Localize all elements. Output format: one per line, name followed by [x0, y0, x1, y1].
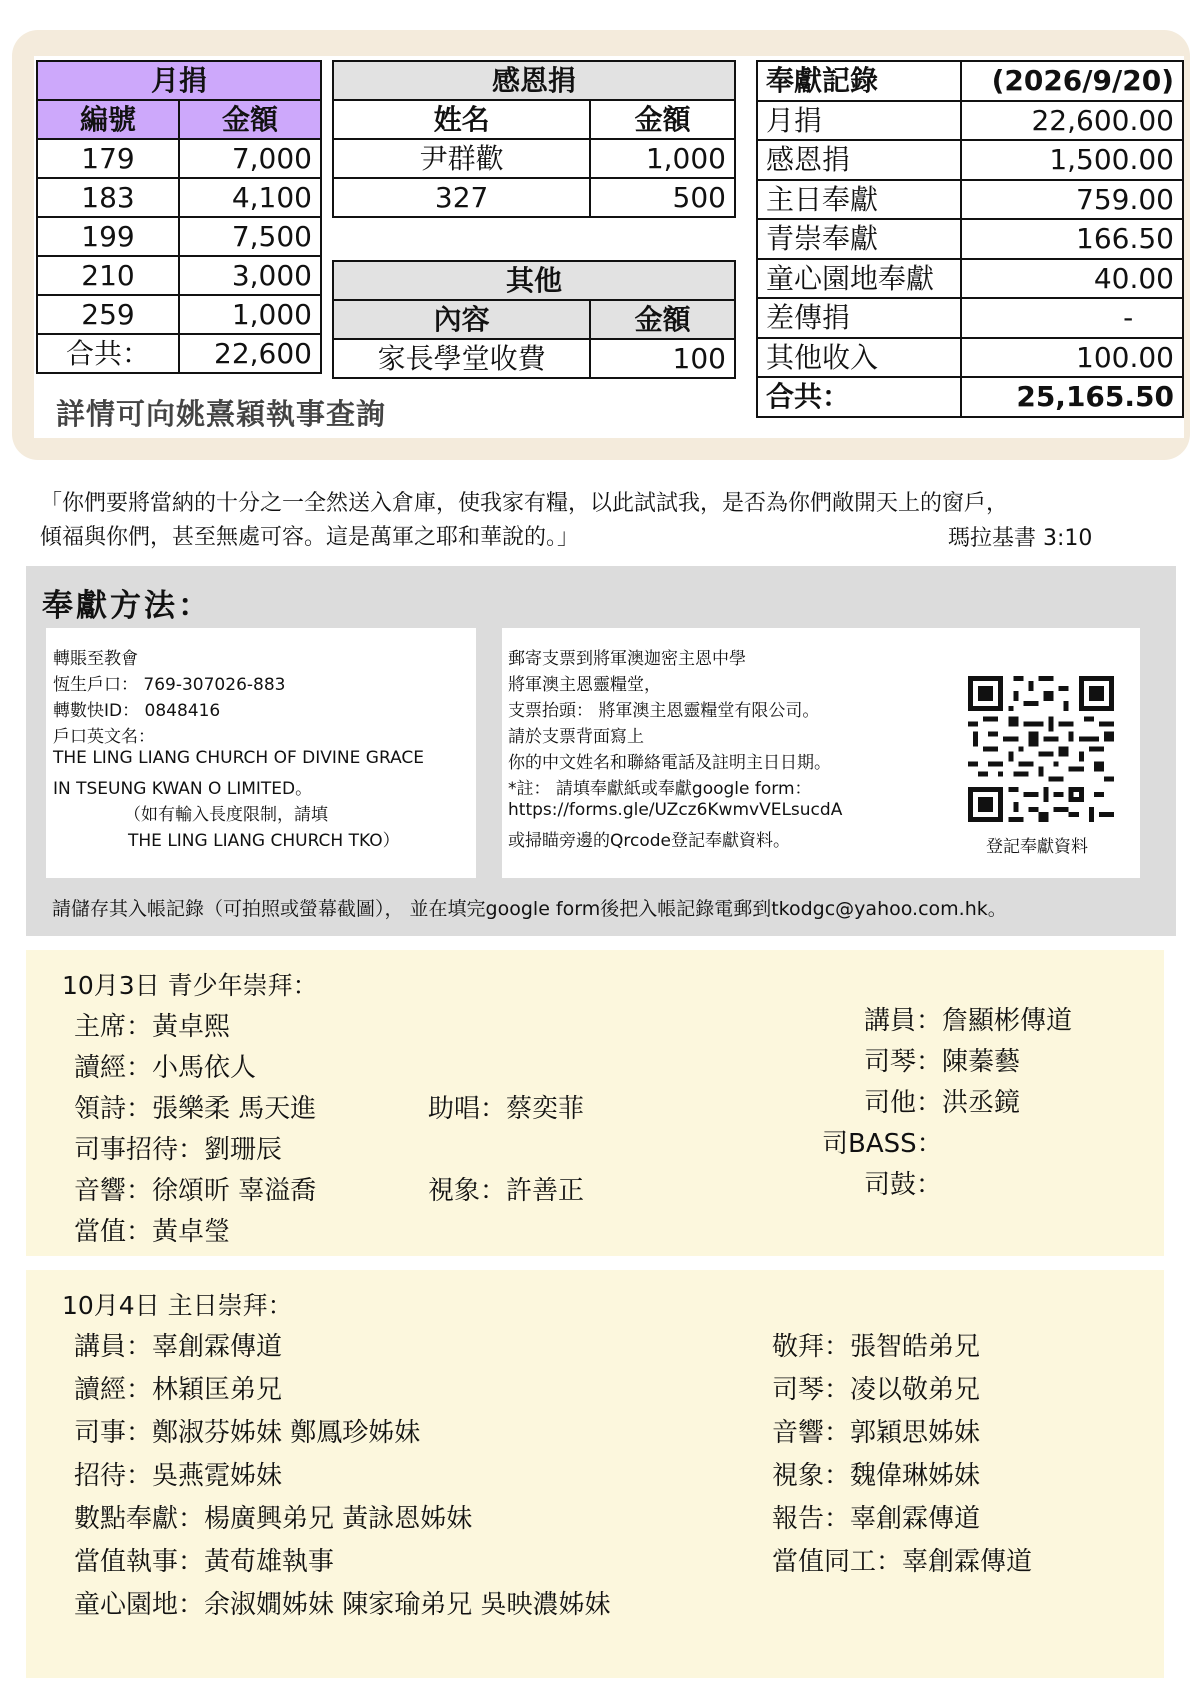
duty-entry: 司事：鄭淑芬姊妹 鄭鳳珍姊妹 — [74, 1418, 421, 1448]
duty-entry: 領詩：張樂柔 馬天進 — [74, 1094, 317, 1124]
bible-verse-line: 傾福與你們，甚至無處可容。這是萬軍之耶和華說的。」 — [40, 525, 580, 550]
duty-entry: 音響：郭穎思姊妹 — [772, 1418, 981, 1448]
duty-entry: 當值同工：辜創霖傳道 — [772, 1547, 1033, 1577]
table-row — [757, 140, 1183, 180]
bank-transfer-box — [46, 628, 476, 878]
table-row — [757, 298, 1183, 338]
table-cell: 183 — [37, 178, 179, 217]
total-label: 合共： — [757, 377, 961, 417]
total-value: 22,600 — [179, 334, 321, 373]
bank-line: THE LING LIANG CHURCH TKO） — [128, 831, 400, 851]
table-cell: 1,000 — [590, 139, 735, 178]
table-cell: 4,100 — [179, 178, 321, 217]
table-cell: 7,000 — [179, 139, 321, 178]
thanksgiving-offering-table — [332, 60, 736, 218]
record-label: 童心園地奉獻 — [757, 259, 961, 299]
duty-entry: 招待：吳燕霓姊妹 — [74, 1461, 283, 1491]
youth-worship-title: 10月3日 青少年崇拜： — [62, 971, 318, 1000]
table-row — [37, 217, 321, 256]
record-date: (2026/9/20) — [961, 61, 1183, 101]
monthly-offering-table — [36, 60, 322, 374]
table-row — [37, 178, 321, 217]
duty-entry: 助唱：蔡奕菲 — [428, 1094, 585, 1124]
table-row — [757, 219, 1183, 259]
duty-entry: 講員：辜創霖傳道 — [74, 1332, 283, 1362]
column-header: 金額 — [590, 300, 735, 339]
cheque-line: 請於支票背面寫上 — [508, 727, 644, 747]
bank-line: （如有輸入長度限制，請填 — [124, 805, 328, 825]
column-header: 金額 — [590, 100, 735, 139]
bank-line: 恆生戶口： 769-307026-883 — [53, 675, 286, 695]
offering-record-table — [756, 60, 1184, 418]
record-label: 其他收入 — [757, 338, 961, 378]
duty-entry: 報告：辜創霖傳道 — [772, 1504, 981, 1534]
record-label: 主日奉獻 — [757, 180, 961, 220]
table-cell: 家長學堂收費 — [333, 339, 590, 378]
column-header: 內容 — [333, 300, 590, 339]
bank-line: 轉數快ID： 0848416 — [53, 701, 221, 721]
cheque-line: 或掃瞄旁邊的Qrcode登記奉獻資料。 — [508, 831, 790, 851]
bible-verse-line: 「你們要將當納的十分之一全然送入倉庫，使我家有糧，以此試試我，是否為你們敞開天上的窗戶， — [40, 491, 1009, 516]
record-value: 166.50 — [961, 219, 1183, 259]
cheque-line: 將軍澳主恩靈糧堂， — [508, 675, 661, 695]
record-value: - — [961, 298, 1183, 338]
column-header: 姓名 — [333, 100, 590, 139]
total-value: 25,165.50 — [961, 377, 1183, 417]
bank-line: 轉賬至教會 — [53, 649, 138, 669]
table-cell: 199 — [37, 217, 179, 256]
duty-entry: 司琴：凌以敬弟兄 — [772, 1375, 981, 1405]
cheque-line: 支票抬頭： 將軍澳主恩靈糧堂有限公司。 — [508, 701, 820, 721]
record-label: 青崇奉獻 — [757, 219, 961, 259]
duty-entry: 視象：許善正 — [428, 1176, 585, 1206]
table-cell: 1,000 — [179, 295, 321, 334]
record-label: 感恩捐 — [757, 140, 961, 180]
bank-line: IN TSEUNG KWAN O LIMITED。 — [53, 779, 313, 799]
table-row — [757, 259, 1183, 299]
table-cell: 100 — [590, 339, 735, 378]
bible-verse-reference: 瑪拉基書 3:10 — [948, 526, 1093, 551]
column-header: 金額 — [179, 100, 321, 139]
table-row — [333, 339, 735, 378]
table-cell: 500 — [590, 178, 735, 217]
duty-entry: 讀經：小馬依人 — [74, 1053, 257, 1083]
duty-entry: 司琴：陳蓁藝 — [864, 1047, 1021, 1077]
enquiry-note: 詳情可向姚熹穎執事查詢 — [56, 397, 387, 431]
duty-entry: 當值：黃卓瑩 — [74, 1217, 231, 1247]
table-cell: 327 — [333, 178, 590, 217]
duty-entry: 司BASS： — [822, 1129, 943, 1159]
google-form-link[interactable]: https://forms.gle/UZcz6KwmvVELsucdA — [508, 800, 843, 820]
table-row — [37, 256, 321, 295]
sunday-worship-title: 10月4日 主日崇拜： — [62, 1291, 293, 1320]
table-row — [757, 101, 1183, 141]
table-row — [333, 178, 735, 217]
other-income-table — [332, 260, 736, 379]
table-title: 月捐 — [37, 61, 321, 100]
giving-methods-title: 奉獻方法： — [42, 588, 212, 624]
duty-entry: 視象：魏偉琳姊妹 — [772, 1461, 981, 1491]
record-label: 差傳捐 — [757, 298, 961, 338]
duty-entry: 講員：詹顯彬傳道 — [864, 1006, 1073, 1036]
record-value: 22,600.00 — [961, 101, 1183, 141]
duty-entry: 司鼓： — [864, 1170, 943, 1200]
duty-entry: 司事招待：劉珊辰 — [74, 1135, 283, 1165]
table-title: 其他 — [333, 261, 735, 300]
duty-entry: 童心園地：余淑嫺姊妹 陳家瑜弟兄 吳映濃姊妹 — [74, 1590, 611, 1620]
table-row — [757, 338, 1183, 378]
table-title: 感恩捐 — [333, 61, 735, 100]
column-header: 編號 — [37, 100, 179, 139]
record-label: 月捐 — [757, 101, 961, 141]
cheque-line: 郵寄支票到將軍澳迦密主恩中學 — [508, 649, 746, 669]
table-cell: 210 — [37, 256, 179, 295]
total-label: 合共： — [37, 334, 179, 373]
table-row — [333, 139, 735, 178]
duty-entry: 敬拜：張智皓弟兄 — [772, 1332, 981, 1362]
cheque-line: *註： 請填奉獻紙或奉獻google form： — [508, 779, 812, 799]
total-row — [757, 377, 1183, 417]
duty-entry: 主席：黃卓熙 — [74, 1012, 231, 1042]
cheque-line: 你的中文姓名和聯絡電話及註明主日日期。 — [508, 753, 831, 773]
table-row — [757, 180, 1183, 220]
duty-entry: 當值執事：黃荀雄執事 — [74, 1547, 335, 1577]
duty-entry: 音響：徐頌昕 辜溢喬 — [74, 1176, 317, 1206]
qr-code-label: 登記奉獻資料 — [986, 837, 1088, 857]
qr-code-icon[interactable] — [968, 676, 1114, 822]
total-row — [37, 334, 321, 373]
table-cell: 3,000 — [179, 256, 321, 295]
table-row — [37, 139, 321, 178]
duty-entry: 讀經：林穎匡弟兄 — [74, 1375, 283, 1405]
table-cell: 259 — [37, 295, 179, 334]
duty-entry: 數點奉獻：楊廣興弟兄 黃詠恩姊妹 — [74, 1504, 473, 1534]
record-value: 100.00 — [961, 338, 1183, 378]
table-cell: 尹群歡 — [333, 139, 590, 178]
duty-entry: 司他：洪丞鏡 — [864, 1088, 1021, 1118]
table-cell: 7,500 — [179, 217, 321, 256]
bank-line: THE LING LIANG CHURCH OF DIVINE GRACE — [53, 748, 425, 768]
record-value: 1,500.00 — [961, 140, 1183, 180]
table-cell: 179 — [37, 139, 179, 178]
record-value: 759.00 — [961, 180, 1183, 220]
record-value: 40.00 — [961, 259, 1183, 299]
table-row — [37, 295, 321, 334]
bank-line: 戶口英文名： — [53, 727, 155, 747]
record-title: 奉獻記錄 — [757, 61, 961, 101]
giving-note: 請儲存其入帳記錄（可拍照或螢幕截圖）， 並在填完google form後把入帳記錄電郵到tkodgc@yahoo.com.hk。 — [52, 898, 1007, 920]
